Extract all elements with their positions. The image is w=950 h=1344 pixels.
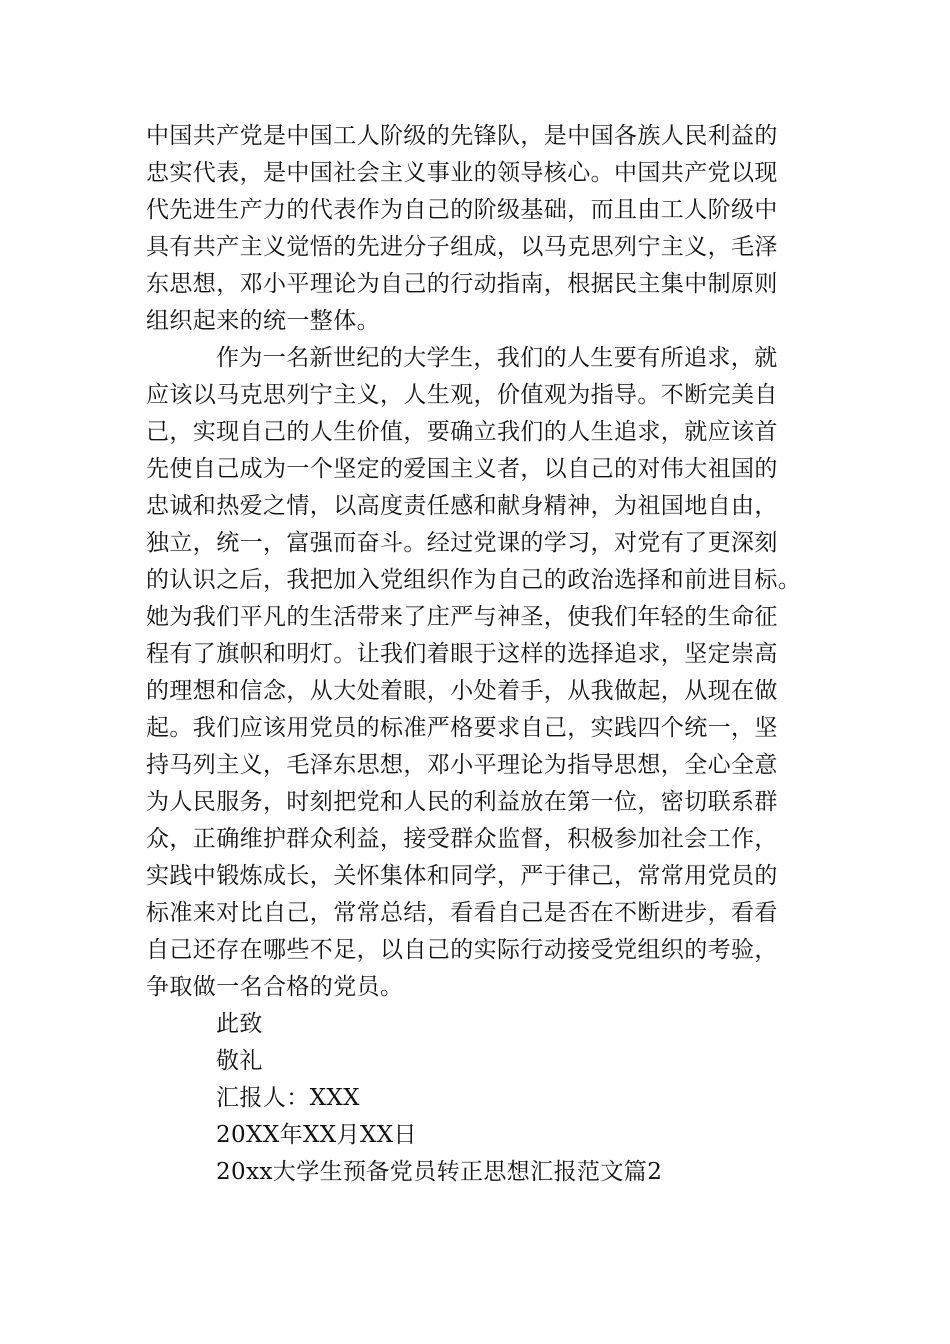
paragraph-2-line: 标准来对比自己，常常总结，看看自己是否在不断进步，看看	[146, 900, 778, 926]
next-section-title: 20xx大学生预备党员转正思想汇报范文篇2	[216, 1159, 663, 1185]
paragraph-2-line: 众，正确维护群众利益，接受群众监督，积极参加社会工作，	[146, 826, 778, 852]
paragraph-2-line: 自己还存在哪些不足，以自己的实际行动接受党组织的考验，	[146, 937, 778, 963]
paragraph-2-line: 程有了旗帜和明灯。让我们着眼于这样的选择追求，坚定崇高	[146, 641, 778, 667]
paragraph-2-line: 独立，统一，富强而奋斗。经过党课的学习，对党有了更深刻	[146, 530, 778, 556]
paragraph-2-line: 争取做一名合格的党员。	[146, 974, 404, 1000]
paragraph-1-line: 具有共产主义觉悟的先进分子组成，以马克思列宁主义，毛泽	[146, 234, 778, 260]
paragraph-2-line: 她为我们平凡的生活带来了庄严与神圣，使我们年轻的生命征	[146, 604, 778, 630]
paragraph-2-line: 己，实现自己的人生价值，要确立我们的人生追求，就应该首	[146, 419, 778, 445]
reporter-line: 汇报人：XXX	[216, 1085, 360, 1111]
paragraph-1-line: 代先进生产力的代表作为自己的阶级基础，而且由工人阶级中	[146, 197, 778, 223]
salutation-jingli: 敬礼	[216, 1048, 263, 1074]
paragraph-2-line: 起。我们应该用党员的标准严格要求自己，实践四个统一，坚	[146, 715, 778, 741]
paragraph-2-line: 应该以马克思列宁主义，人生观，价值观为指导。不断完美自	[146, 382, 778, 408]
paragraph-2-line: 作为一名新世纪的大学生，我们的人生要有所追求，就	[216, 345, 778, 371]
paragraph-2-line: 实践中锻炼成长，关怀集体和同学，严于律己，常常用党员的	[146, 863, 778, 889]
paragraph-2-line: 先使自己成为一个坚定的爱国主义者，以自己的对伟大祖国的	[146, 456, 778, 482]
paragraph-1-line: 组织起来的统一整体。	[146, 308, 380, 334]
document-body	[146, 118, 806, 1191]
paragraph-2-line: 持马列主义，毛泽东思想，邓小平理论为指导思想，全心全意	[146, 752, 778, 778]
paragraph-2-line: 的认识之后，我把加入党组织作为自己的政治选择和前进目标。	[146, 567, 802, 593]
paragraph-1-line: 忠实代表，是中国社会主义事业的领导核心。中国共产党以现	[146, 160, 778, 186]
paragraph-1-line: 中国共产党是中国工人阶级的先锋队，是中国各族人民利益的	[146, 123, 778, 149]
date-line: 20XX年XX月XX日	[216, 1122, 417, 1148]
paragraph-2-line: 为人民服务，时刻把党和人民的利益放在第一位，密切联系群	[146, 789, 778, 815]
paragraph-2-line: 的理想和信念，从大处着眼，小处着手，从我做起，从现在做	[146, 678, 778, 704]
salutation-cizhi: 此致	[216, 1011, 263, 1037]
paragraph-1-line: 东思想，邓小平理论为自己的行动指南，根据民主集中制原则	[146, 271, 778, 297]
paragraph-2-line: 忠诚和热爱之情，以高度责任感和献身精神，为祖国地自由，	[146, 493, 778, 519]
